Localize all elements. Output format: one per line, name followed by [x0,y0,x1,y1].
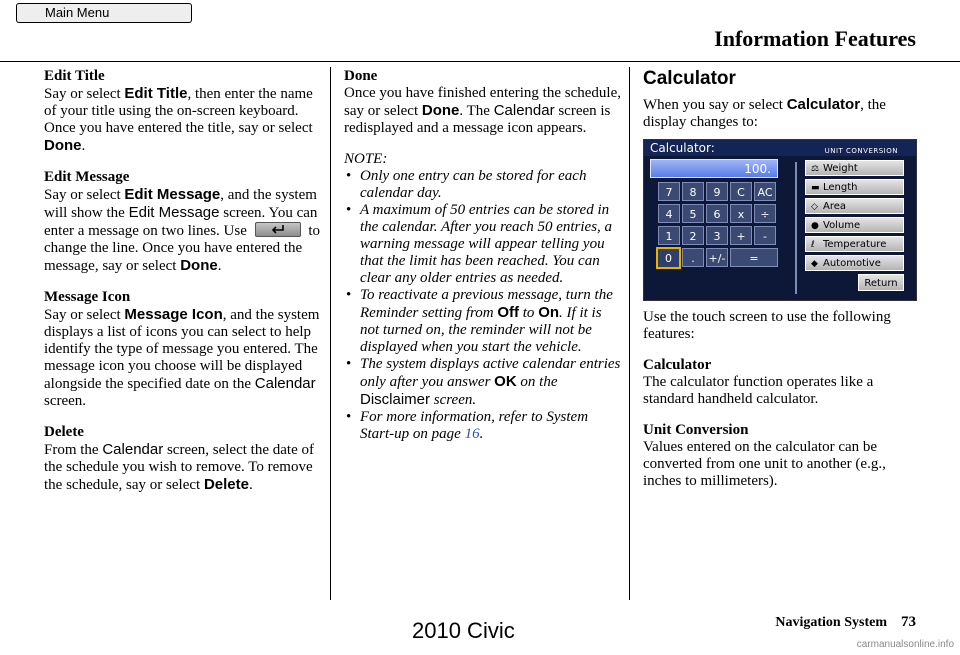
page-number: 73 [901,614,916,630]
return-button: Return [858,274,904,291]
footer-page-info [775,614,916,631]
key-9: 9 [706,182,728,201]
calculator-description: The calculator function operates like a standard handheld calculator. [643,374,874,407]
delete-heading: Delete [44,424,84,440]
column-right [643,68,923,504]
thermometer-icon: ℓ [811,240,815,250]
key-divide: ÷ [754,204,776,223]
edit-message-heading: Edit Message [44,169,130,185]
key-4: 4 [658,204,680,223]
note-label: NOTE: [344,151,388,167]
key-1: 1 [658,226,680,245]
notes-list [344,168,622,443]
unit-length-button: ▬ Length [805,179,904,195]
key-decimal: . [682,248,704,267]
model-watermark: 2010 Civic [412,618,515,643]
weight-icon: ⚖ [811,164,820,174]
unit-volume-button: ● Volume [805,217,904,233]
done-heading: Done [344,68,378,84]
delete-text: From the Calendar screen, select the date of the schedule you wish to remove. To remove the schedule, say or select Delete. [44,441,314,493]
list-item: • Only one entry can be stored for each calendar day. [344,168,622,202]
enter-key-icon [255,222,301,237]
calculator-screen-image [643,139,917,301]
main-menu-button[interactable]: Main Menu [16,3,192,23]
site-watermark: carmanualsonline.info [856,639,954,650]
unit-conversion-description: Values entered on the calculator can be converted from one unit to another (e.g., inches to millimeters). [643,439,886,489]
key-subtract: - [754,226,776,245]
key-ac: AC [754,182,776,201]
volume-icon: ● [811,221,819,231]
key-6: 6 [706,204,728,223]
key-5: 5 [682,204,704,223]
list-item: • The system displays active calendar entries only after you answer OK on the Disclaimer screen. [344,356,622,409]
unit-temperature-button: ℓ Temperature [805,236,904,252]
calculator-divider [795,162,797,294]
unit-conversion-header: UNIT CONVERSION [824,147,898,155]
key-add: + [730,226,752,245]
key-7: 7 [658,182,680,201]
message-icon-heading: Message Icon [44,289,131,305]
footer-nav-label: Navigation System [775,615,887,630]
column-divider [330,67,331,600]
key-2: 2 [682,226,704,245]
key-plus-minus: +/- [706,248,728,267]
calculator-screen-title: Calculator: [644,140,916,156]
calculator-display: 100. [650,159,778,178]
unit-weight-button: ⚖ Weight [805,160,904,176]
message-icon-text: Say or select Message Icon, and the system displays a list of icons you can select to help identify the type of message you entered. The message icon you choose will be displayed alongside the specified date on the Calendar screen. [44,306,320,409]
touch-instruction: Use the touch screen to use the following features: [643,309,891,342]
car-icon: ◆ [811,259,818,269]
column-middle [344,68,622,443]
key-3: 3 [706,226,728,245]
key-0: 0 [656,247,681,269]
key-equals: = [730,248,778,267]
edit-message-text: Say or select Edit Message, and the system will show the Edit Message screen. You can enter a message on two lines. Use to change the line. Once you have entered the message, say or select Done. [44,186,321,274]
list-item: • To reactivate a previous message, turn the Reminder setting from Off to On. If it is not turned on, the reminder will not be displayed when you start the vehicle. [344,287,622,356]
page-title: Information Features [714,26,916,51]
column-divider [629,67,630,600]
unit-conversion-heading: Unit Conversion [643,422,749,438]
calculator-heading: Calculator [643,68,736,89]
column-left [44,68,322,508]
key-8: 8 [682,182,704,201]
unit-area-button: ◇ Area [805,198,904,214]
list-item: • A maximum of 50 entries can be stored in the calendar. After you reach 50 entries, a warning message will appear telling you that the limit has been reached. You can clear any older entries as needed. [344,202,622,287]
ruler-icon: ▬ [811,183,820,193]
calculator-intro: When you say or select Calculator, the display changes to: [643,96,886,130]
area-icon: ◇ [811,202,818,212]
done-text: Once you have finished entering the schedule, say or select Done. The Calendar screen is redisplayed and a message icon appears. [344,85,621,136]
key-multiply: x [730,204,752,223]
edit-title-heading: Edit Title [44,68,105,84]
header-divider [0,61,960,62]
list-item: • For more information, refer to System Start-up on page 16. [344,409,622,443]
calculator-subheading: Calculator [643,357,712,373]
edit-title-text: Say or select Edit Title, then enter the name of your title using the on-screen keyboard. Once you have entered the title, say or select Done. [44,85,313,154]
unit-automotive-button: ◆ Automotive [805,255,904,271]
page-link[interactable]: 16 [464,426,480,442]
key-c: C [730,182,752,201]
